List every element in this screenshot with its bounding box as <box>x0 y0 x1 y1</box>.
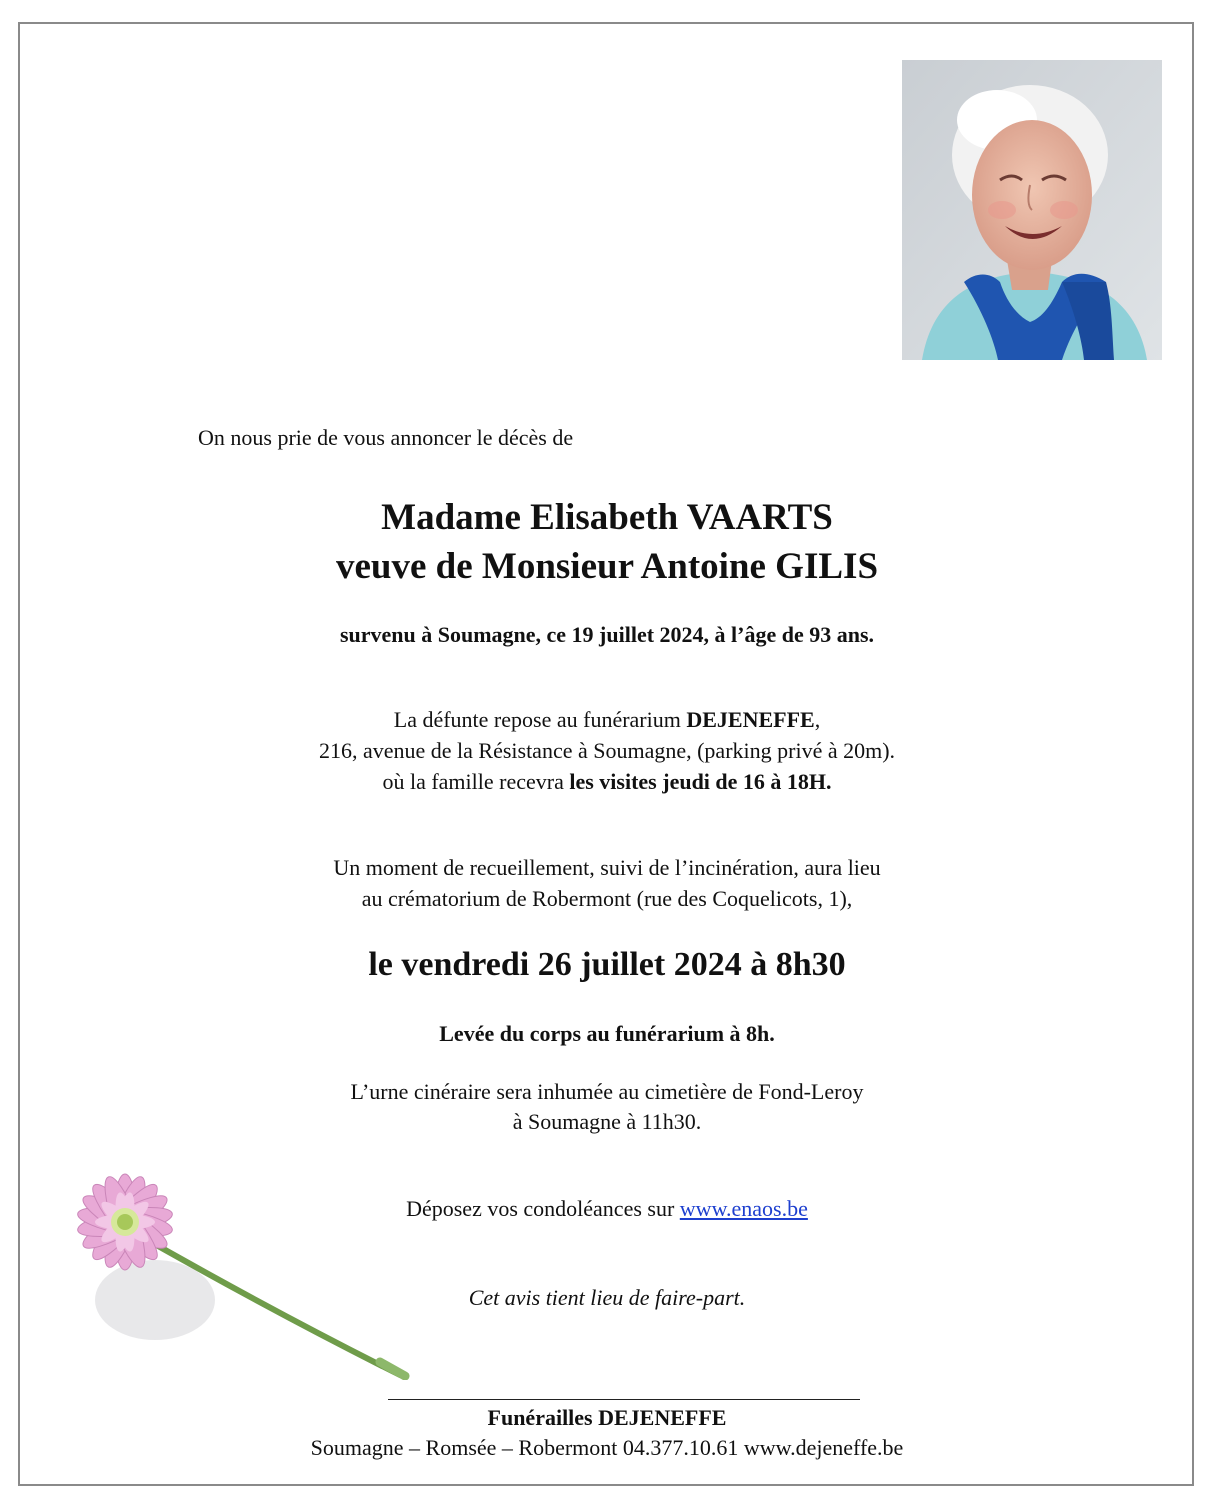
footer-details: Soumagne – Romsée – Robermont 04.377.10.61 www.dejeneffe.be <box>310 1435 904 1460</box>
portrait-photo <box>902 60 1162 360</box>
visits-line <box>0 769 1214 795</box>
urne-line-1: L’urne cinéraire sera inhumée au cimetière de Fond-Leroy <box>350 1079 864 1104</box>
deceased-name: Madame Elisabeth VAARTS <box>381 497 833 538</box>
footer-company: Funérailles DEJENEFFE <box>487 1405 727 1430</box>
ceremony-line-2: au crématorium de Robermont (rue des Coquelicots, 1), <box>361 886 853 911</box>
condolences-link[interactable]: www.enaos.be <box>679 1196 808 1221</box>
visits-time: les visites jeudi de 16 à 18H. <box>569 769 832 794</box>
condolences-prefix: Déposez vos condoléances sur <box>406 1196 680 1221</box>
urne-line-2: à Soumagne à 11h30. <box>512 1109 702 1134</box>
ceremony-line-1: Un moment de recueillement, suivi de l’incinération, aura lieu <box>333 855 881 880</box>
repose-line-1-prefix: La défunte repose au funérarium <box>393 707 687 732</box>
repose-line-1 <box>0 707 1214 733</box>
repose-line-1-suffix: , <box>814 707 821 732</box>
notice-note: Cet avis tient lieu de faire-part. <box>468 1285 746 1310</box>
repose-address: 216, avenue de la Résistance à Soumagne, (parking privé à 20m). <box>318 738 896 763</box>
intro-text: On nous prie de vous annoncer le décès de <box>198 425 574 450</box>
levee-du-corps: Levée du corps au funérarium à 8h. <box>439 1021 775 1046</box>
funeral-home-name: DEJENEFFE <box>686 707 815 732</box>
spouse-line: veuve de Monsieur Antoine GILIS <box>335 546 879 587</box>
flower-illustration <box>40 1150 420 1380</box>
footer-divider <box>388 1399 860 1400</box>
ceremony-date: le vendredi 26 juillet 2024 à 8h30 <box>368 946 846 983</box>
deceased-info: survenu à Soumagne, ce 19 juillet 2024, à l’âge de 93 ans. <box>339 622 875 647</box>
visits-prefix: où la famille recevra <box>382 769 570 794</box>
